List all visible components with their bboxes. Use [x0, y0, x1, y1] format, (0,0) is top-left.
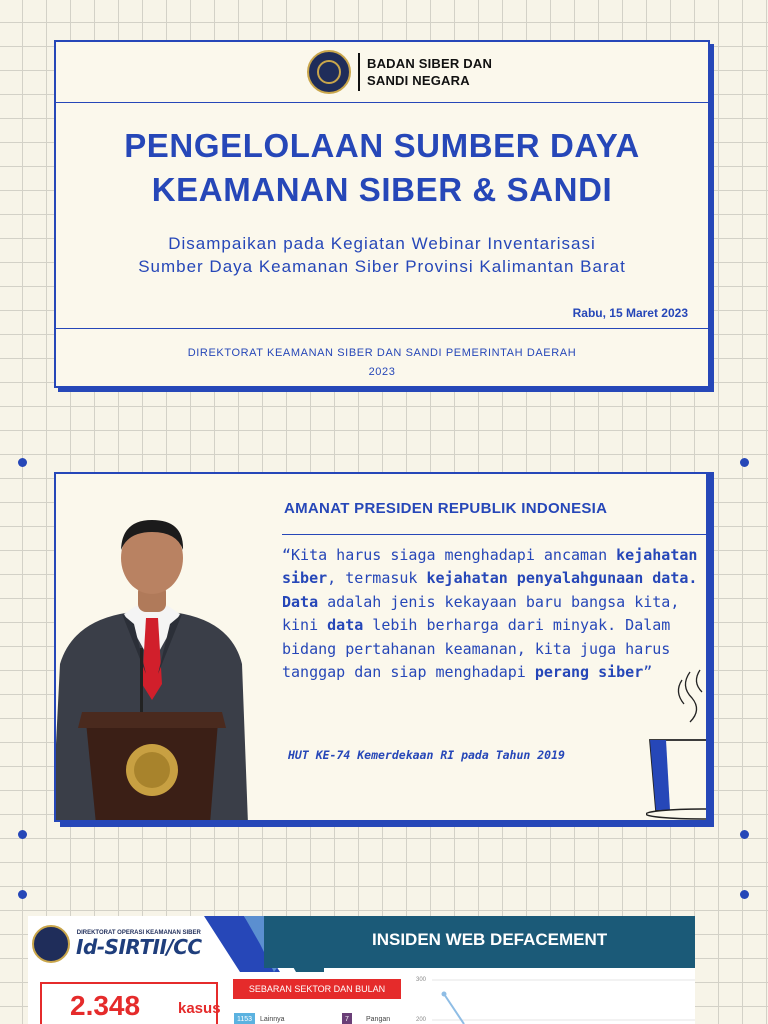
- chart-lines: [416, 974, 695, 1024]
- decor-dot: [18, 458, 27, 467]
- idsirtii-org: [76, 930, 202, 958]
- quote-divider: [282, 534, 706, 535]
- sector-chip-label: Pangan: [366, 1016, 391, 1023]
- sector-chip-label: Lainnya: [260, 1016, 285, 1023]
- quote-emphasis: perang siber: [534, 663, 644, 682]
- subtitle-line2: Sumber Daya Keamanan Siber Provinsi Kalimantan Barat: [138, 257, 626, 276]
- page-title: [56, 124, 708, 212]
- directorate-year: 2023: [368, 366, 396, 378]
- quote-emphasis: kejahatan penyalahgunaan data. Data: [282, 569, 698, 611]
- banner-title: INSIDEN WEB DEFACEMENT: [372, 930, 608, 949]
- logo-divider: [358, 53, 360, 91]
- quote-text: [282, 544, 702, 684]
- sector-title: SEBARAN SEKTOR DAN BULAN: [233, 979, 401, 999]
- coffee-cup-icon: [646, 664, 708, 822]
- decor-dot: [740, 458, 749, 467]
- idsirtii-directorate: DIREKTORAT OPERASI KEAMANAN SIBER: [76, 930, 201, 936]
- org-name-line1: BADAN SIBER DAN: [367, 56, 493, 71]
- quote-emphasis: kejahatan siber: [282, 546, 698, 588]
- case-count: 2.348: [70, 990, 141, 1021]
- quote-seg: adalah jenis kekayaan baru bangsa kita, kini: [282, 592, 680, 635]
- decor-dot: [740, 830, 749, 839]
- org-name: [367, 55, 492, 89]
- axis-tick-label: 300: [416, 977, 427, 983]
- sector-chip-value: 7: [342, 1013, 352, 1024]
- quote-seg: ”: [643, 663, 653, 682]
- directorate-name: DIREKTORAT KEAMANAN SIBER DAN SANDI PEMERINTAH DAERAH: [187, 347, 577, 359]
- bssn-emblem-icon: [32, 925, 70, 963]
- case-count-box: [40, 982, 221, 1024]
- title-card: [54, 40, 710, 388]
- quote-heading: AMANAT PRESIDEN REPUBLIK INDONESIA: [284, 500, 608, 517]
- quote-emphasis: data: [327, 616, 364, 635]
- directorate-footer: [56, 344, 708, 382]
- decor-dot: [18, 830, 27, 839]
- bssn-emblem-icon: [307, 50, 351, 94]
- web-defacement-infographic: [28, 916, 695, 1024]
- decor-dot: [18, 890, 27, 899]
- title-line2: KEAMANAN SIBER & SANDI: [151, 171, 613, 208]
- org-name-line2: SANDI NEGARA: [367, 73, 470, 88]
- mini-line-chart: [416, 974, 695, 1024]
- divider: [56, 102, 708, 103]
- quote-seg: “Kita harus siaga menghadapi ancaman: [282, 546, 617, 564]
- idsirtii-brand: Id-SIRTII/CC: [76, 935, 202, 959]
- sector-chip-value: 1153: [234, 1013, 255, 1024]
- quote-seg: lebih berharga dari minyak. Dalam bidang pertahanan keamanan, kita juga harus tanggap dan siap menghadapi: [282, 616, 671, 682]
- bssn-logo: [307, 50, 492, 94]
- subtitle: [56, 232, 708, 278]
- event-date: Rabu, 15 Maret 2023: [572, 306, 688, 320]
- subtitle-line1: Disampaikan pada Kegiatan Webinar Inventarisasi: [168, 234, 596, 253]
- quote-source: HUT KE-74 Kemerdekaan RI pada Tahun 2019: [288, 748, 565, 762]
- title-line1: PENGELOLAAN SUMBER DAYA: [124, 127, 640, 164]
- quote-card: [54, 472, 708, 822]
- axis-tick-label: 200: [416, 1017, 427, 1023]
- idsirtii-logo: [28, 916, 228, 972]
- president-photo: [54, 514, 252, 822]
- quote-seg: , termasuk: [327, 569, 427, 588]
- case-label: kasus: [178, 1000, 221, 1017]
- divider: [56, 328, 708, 329]
- decor-dot: [740, 890, 749, 899]
